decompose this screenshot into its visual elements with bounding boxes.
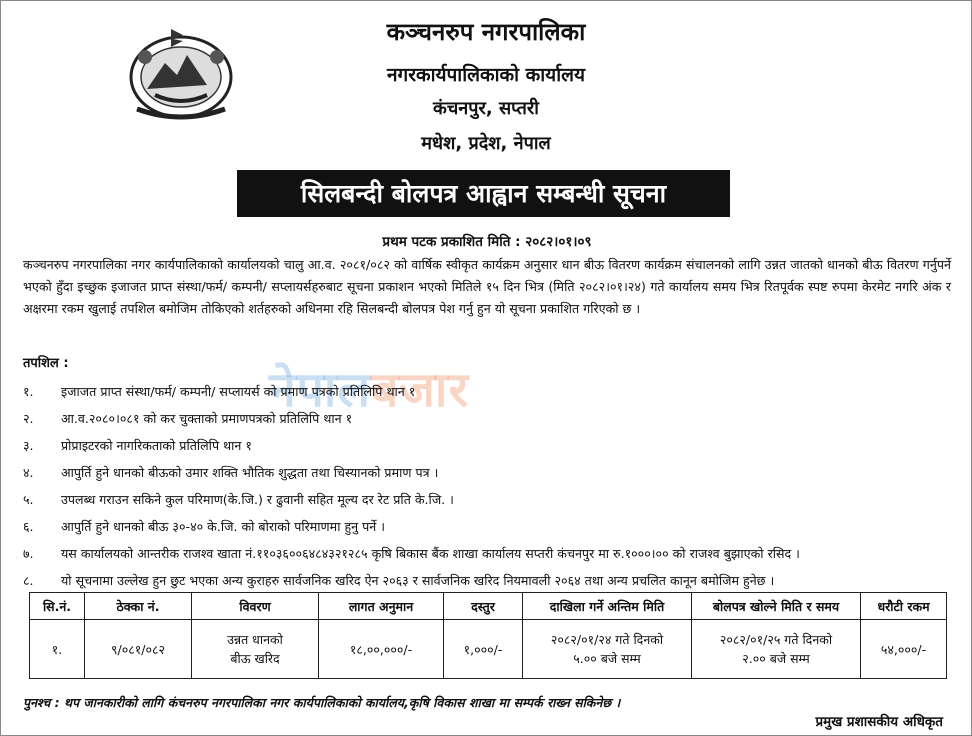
org-name: कञ्चनरुप नगरपालिका bbox=[386, 18, 586, 46]
desc-line1: उन्नत धानको bbox=[227, 632, 283, 647]
opening-line1: २०८२/०१/२५ गते दिनको bbox=[719, 632, 833, 647]
cell-sn: १. bbox=[30, 620, 85, 679]
cell-estimate: १८,००,०००/- bbox=[319, 620, 444, 679]
item-text: आ.व.२०८०।०८१ को कर चुक्ताको प्रमाणपत्रको प्रतिलिपि थान १ bbox=[61, 411, 353, 426]
cell-fee: १,०००/- bbox=[444, 620, 523, 679]
col-header: बोलपत्र खोल्ने मिति र समय bbox=[692, 593, 861, 620]
list-item bbox=[23, 405, 958, 432]
col-header: धरौटी रकम bbox=[861, 593, 947, 620]
item-number: १. bbox=[23, 384, 34, 399]
item-text: यो सूचनामा उल्लेख हुन छुट भएका अन्य कुराहरु सार्वजनिक खरिद ऐन २०६३ र सार्वजनिक खरिद नियमावली २०६४ तथा अन्य प्रचलित कानून बमोजिम हुनेछ । bbox=[61, 573, 775, 588]
cell-contract-no: ९/०८१/०८२ bbox=[85, 620, 192, 679]
province-line: मधेश, प्रदेश, नेपाल bbox=[421, 133, 551, 154]
cell-opening bbox=[692, 620, 861, 679]
opening-line2: २.०० बजे सम्म bbox=[742, 651, 810, 666]
cell-deadline bbox=[523, 620, 692, 679]
cell-description bbox=[192, 620, 319, 679]
office-name: नगरकार्यपालिकाको कार्यालय bbox=[386, 64, 586, 86]
col-header: दाखिला गर्ने अन्तिम मिति bbox=[523, 593, 692, 620]
col-header: विवरण bbox=[192, 593, 319, 620]
item-text: उपलब्ध गराउन सकिने कुल परिमाण(के.जि.) र ढुवानी सहित मूल्य दर रेट प्रति के.जि. । bbox=[61, 492, 454, 507]
item-text: इजाजत प्राप्त संस्था/फर्म/ कम्पनी/ सप्लायर्स को प्रमाण पत्रको प्रतिलिपि थान १ bbox=[61, 384, 416, 399]
publish-date: प्रथम पटक प्रकाशित मिति : २०८२।०१।०९ bbox=[382, 234, 592, 250]
list-item bbox=[23, 540, 958, 567]
list-item bbox=[23, 567, 958, 594]
watermark-part2: बजार bbox=[370, 362, 469, 418]
item-text: यस कार्यालयको आन्तरीक राजश्व खाता नं.११०३६००६४८४३२१२८५ कृषि बिकास बैंक शाखा कार्यालय सप्तरी कंचनपुर मा रु.१०००।०० को राजश्व बुझाएको रसिद । bbox=[61, 546, 800, 561]
tapsil-heading: तपशिल : bbox=[23, 356, 69, 371]
item-text: प्रोप्राइटरको नागरिकताको प्रतिलिपि थान १ bbox=[61, 438, 252, 453]
col-header: दस्तुर bbox=[444, 593, 523, 620]
col-header: सि.नं. bbox=[30, 593, 85, 620]
list-item bbox=[23, 459, 958, 486]
footnote: पुनश्च : थप जानकारीको लागि कंचनरुप नगरपालिका नगर कार्यपालिकाको कार्यालय,कृषि विकास शाखा मा सम्पर्क राख्न सकिनेछ । bbox=[23, 695, 621, 710]
deadline-line1: २०८२/०१/२४ गते दिनको bbox=[550, 632, 664, 647]
item-number: २. bbox=[23, 411, 34, 426]
item-text: आपुर्ति हुने धानको बीऊ ३०-४० के.जि. को बोराको परिमाणमा हुनु पर्ने । bbox=[61, 519, 386, 534]
list-item bbox=[23, 378, 958, 405]
item-number: ३. bbox=[23, 438, 34, 453]
tender-table bbox=[29, 592, 947, 679]
list-item bbox=[23, 486, 958, 513]
table-header-row bbox=[30, 593, 947, 620]
list-item bbox=[23, 432, 958, 459]
item-number: ६. bbox=[23, 519, 34, 534]
item-number: ५. bbox=[23, 492, 34, 507]
nepal-emblem-icon bbox=[125, 23, 237, 123]
notice-body: कञ्चनरुप नगरपालिका नगर कार्यपालिकाको कार्यालयको चालु आ.व. २०८१/०८२ को वार्षिक स्वीकृत कार्यक्रम अनुसार धान बीऊ वितरण कार्यक्रम संचालनको लागि उन्नत जातको धानको बीऊ वितरण गर्नुपर्ने भएको हुँदा इच्छुक इजाजत प्राप्त संस्था/फर्म/ कम्पनी/ सप्लायर्सहरुबाट सूचना प्रकाशन भएको मितिले १५ दिन भित्र (मिति २०८२।०१।२४) गते कार्यालय समय भित्र रितपूर्वक स्पष्ट रुपमा केरमेट नगरि अंक र अक्षरमा रकम खुलाई तपशिल बमोजिम तोकिएको शर्तहरुको अधिनमा रहि सिलबन्दी बोलपत्र पेश गर्नु हुन यो सूचना प्रकाशित गरिएको छ । bbox=[23, 257, 951, 316]
item-number: ४. bbox=[23, 465, 34, 480]
desc-line2: बीऊ खरिद bbox=[230, 651, 280, 666]
col-header: ठेक्का नं. bbox=[85, 593, 192, 620]
item-text: आपुर्ति हुने धानको बीऊको उमार शक्ति भौतिक शुद्धता तथा चिस्यानको प्रमाण पत्र । bbox=[61, 465, 439, 480]
item-number: ८. bbox=[23, 573, 34, 588]
cell-deposit: ५४,०००/- bbox=[861, 620, 947, 679]
signature: प्रमुख प्रशासकीय अधिकृत bbox=[815, 714, 943, 730]
item-number: ७. bbox=[23, 546, 34, 561]
requirements-list bbox=[23, 378, 958, 594]
office-location: कंचनपुर, सप्तरी bbox=[433, 98, 539, 119]
notice-title: सिलबन्दी बोलपत्र आह्वान सम्बन्धी सूचना bbox=[237, 170, 730, 217]
col-header: लागत अनुमान bbox=[319, 593, 444, 620]
table-row bbox=[30, 620, 947, 679]
deadline-line2: ५.०० बजे सम्म bbox=[573, 651, 641, 666]
watermark-part1: नेपाल bbox=[269, 362, 371, 418]
list-item bbox=[23, 513, 958, 540]
